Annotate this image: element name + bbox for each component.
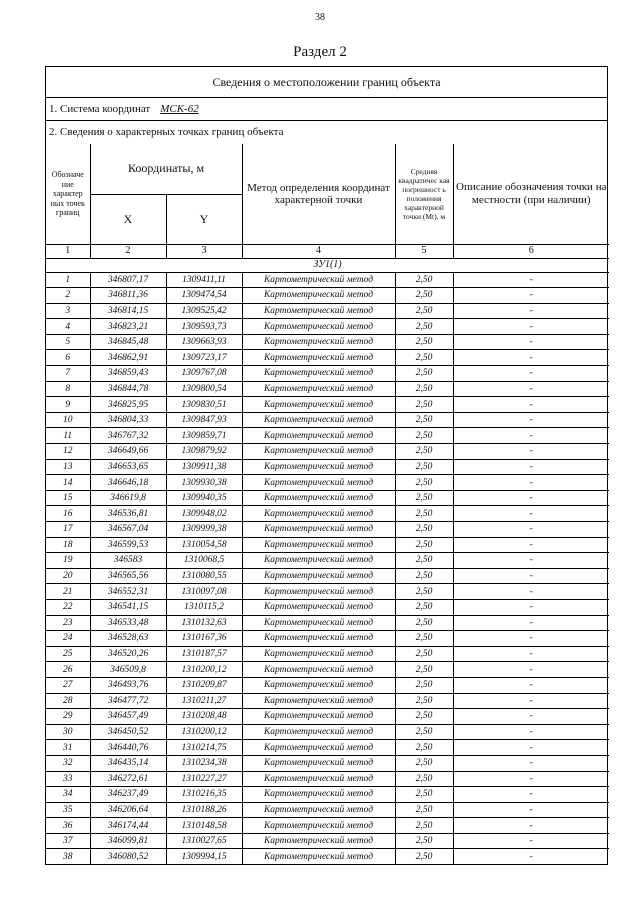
cell-accuracy: 2,50	[395, 693, 453, 709]
cell-accuracy: 2,50	[395, 288, 453, 304]
cell-x: 346457,49	[90, 709, 166, 725]
cell-method: Картометрический метод	[242, 350, 395, 366]
table-row	[46, 506, 609, 522]
cell-y: 1310115,2	[166, 599, 242, 615]
table-row	[46, 319, 609, 335]
cell-point-number: 18	[46, 537, 90, 553]
cell-x: 346804,33	[90, 412, 166, 428]
cell-description: -	[453, 334, 609, 350]
cell-y: 1310214,75	[166, 740, 242, 756]
table-row	[46, 662, 609, 678]
cell-accuracy: 2,50	[395, 646, 453, 662]
cell-method: Картометрический метод	[242, 537, 395, 553]
cell-x: 346509,8	[90, 662, 166, 678]
table-row	[46, 787, 609, 803]
cell-x: 346272,61	[90, 771, 166, 787]
cell-y: 1309525,42	[166, 303, 242, 319]
cell-y: 1309411,11	[166, 272, 242, 288]
cell-accuracy: 2,50	[395, 553, 453, 569]
cell-point-number: 19	[46, 553, 90, 569]
cell-point-number: 9	[46, 397, 90, 413]
cell-point-number: 26	[46, 662, 90, 678]
cell-description: -	[453, 677, 609, 693]
table-row	[46, 599, 609, 615]
points-table	[46, 144, 609, 864]
cell-point-number: 20	[46, 568, 90, 584]
table-row	[46, 459, 609, 475]
cell-description: -	[453, 412, 609, 428]
cell-description: -	[453, 522, 609, 538]
cell-description: -	[453, 397, 609, 413]
cell-description: -	[453, 599, 609, 615]
table-row	[46, 849, 609, 864]
cell-point-number: 14	[46, 475, 90, 491]
cell-method: Картометрический метод	[242, 444, 395, 460]
cell-x: 346567,04	[90, 522, 166, 538]
cell-y: 1309994,15	[166, 849, 242, 864]
cell-point-number: 21	[46, 584, 90, 600]
cell-y: 1309800,54	[166, 381, 242, 397]
cell-point-number: 36	[46, 818, 90, 834]
cell-accuracy: 2,50	[395, 397, 453, 413]
cell-accuracy: 2,50	[395, 787, 453, 803]
cell-description: -	[453, 428, 609, 444]
cell-accuracy: 2,50	[395, 740, 453, 756]
cell-point-number: 29	[46, 709, 90, 725]
cell-x: 346845,48	[90, 334, 166, 350]
group-label: ЗУ1(1)	[46, 258, 609, 272]
cell-accuracy: 2,50	[395, 366, 453, 382]
cell-accuracy: 2,50	[395, 755, 453, 771]
table-row	[46, 397, 609, 413]
points-heading: 2. Сведения о характерных точках границ объекта	[49, 126, 284, 138]
table-title: Сведения о местоположении границ объекта	[46, 67, 607, 98]
cell-accuracy: 2,50	[395, 599, 453, 615]
cell-y: 1309830,51	[166, 397, 242, 413]
table-row	[46, 444, 609, 460]
cell-point-number: 37	[46, 833, 90, 849]
cell-y: 1309948,02	[166, 506, 242, 522]
cell-x: 346440,76	[90, 740, 166, 756]
table-row	[46, 553, 609, 569]
table-row	[46, 522, 609, 538]
cell-x: 346533,48	[90, 615, 166, 631]
cell-y: 1309879,92	[166, 444, 242, 460]
table-row	[46, 631, 609, 647]
cell-x: 346599,53	[90, 537, 166, 553]
cell-point-number: 10	[46, 412, 90, 428]
cell-point-number: 38	[46, 849, 90, 864]
cell-x: 346844,78	[90, 381, 166, 397]
cell-description: -	[453, 833, 609, 849]
cell-description: -	[453, 818, 609, 834]
cell-x: 346541,15	[90, 599, 166, 615]
cell-method: Картометрический метод	[242, 490, 395, 506]
table-row	[46, 490, 609, 506]
table-row	[46, 568, 609, 584]
cell-method: Картометрический метод	[242, 381, 395, 397]
cell-description: -	[453, 709, 609, 725]
column-number: 4	[242, 244, 395, 258]
cell-x: 346814,15	[90, 303, 166, 319]
header-point-id: Обозначе ние характер ных точек границ	[46, 144, 90, 244]
table-row	[46, 366, 609, 382]
table-row	[46, 584, 609, 600]
cell-y: 1310187,57	[166, 646, 242, 662]
table-row	[46, 381, 609, 397]
cell-description: -	[453, 662, 609, 678]
cell-method: Картометрический метод	[242, 599, 395, 615]
cell-accuracy: 2,50	[395, 334, 453, 350]
cell-point-number: 2	[46, 288, 90, 304]
cell-method: Картометрический метод	[242, 631, 395, 647]
cell-description: -	[453, 553, 609, 569]
cell-method: Картометрический метод	[242, 553, 395, 569]
cell-method: Картометрический метод	[242, 319, 395, 335]
cell-method: Картометрический метод	[242, 475, 395, 491]
cell-x: 346237,49	[90, 787, 166, 803]
cell-x: 346653,65	[90, 459, 166, 475]
table-row	[46, 615, 609, 631]
cell-method: Картометрический метод	[242, 802, 395, 818]
cell-x: 346583	[90, 553, 166, 569]
cell-method: Картометрический метод	[242, 459, 395, 475]
cell-accuracy: 2,50	[395, 802, 453, 818]
cell-point-number: 6	[46, 350, 90, 366]
cell-description: -	[453, 568, 609, 584]
header-x: X	[90, 194, 166, 244]
cell-description: -	[453, 693, 609, 709]
cell-y: 1310080,55	[166, 568, 242, 584]
table-row	[46, 693, 609, 709]
cell-description: -	[453, 459, 609, 475]
coord-system-row	[46, 98, 607, 121]
cell-y: 1309663,93	[166, 334, 242, 350]
cell-y: 1310200,12	[166, 724, 242, 740]
cell-accuracy: 2,50	[395, 522, 453, 538]
cell-y: 1309999,38	[166, 522, 242, 538]
cell-y: 1310211,27	[166, 693, 242, 709]
cell-description: -	[453, 802, 609, 818]
cell-y: 1309593,73	[166, 319, 242, 335]
cell-method: Картометрический метод	[242, 646, 395, 662]
cell-method: Картометрический метод	[242, 709, 395, 725]
header-method: Метод определения координат характерной точки	[242, 144, 395, 244]
cell-accuracy: 2,50	[395, 272, 453, 288]
cell-x: 346619,8	[90, 490, 166, 506]
cell-point-number: 32	[46, 755, 90, 771]
table-row	[46, 646, 609, 662]
cell-x: 346099,81	[90, 833, 166, 849]
table-row	[46, 272, 609, 288]
cell-method: Картометрический метод	[242, 288, 395, 304]
cell-point-number: 31	[46, 740, 90, 756]
cell-description: -	[453, 350, 609, 366]
cell-y: 1310068,5	[166, 553, 242, 569]
cell-accuracy: 2,50	[395, 303, 453, 319]
header-y: Y	[166, 194, 242, 244]
header-coordinates: Координаты, м	[90, 144, 242, 194]
cell-accuracy: 2,50	[395, 833, 453, 849]
cell-description: -	[453, 475, 609, 491]
cell-y: 1309474,54	[166, 288, 242, 304]
cell-x: 346080,52	[90, 849, 166, 864]
cell-point-number: 28	[46, 693, 90, 709]
cell-description: -	[453, 787, 609, 803]
coord-system-value: МСК-62	[160, 103, 199, 115]
table-row	[46, 740, 609, 756]
cell-description: -	[453, 303, 609, 319]
cell-y: 1309767,08	[166, 366, 242, 382]
cell-x: 346435,14	[90, 755, 166, 771]
cell-method: Картометрический метод	[242, 787, 395, 803]
cell-point-number: 4	[46, 319, 90, 335]
cell-y: 1310148,58	[166, 818, 242, 834]
table-row	[46, 537, 609, 553]
table-row	[46, 709, 609, 725]
page-number: 38	[315, 12, 325, 23]
cell-x: 346649,66	[90, 444, 166, 460]
table-row	[46, 412, 609, 428]
cell-method: Картометрический метод	[242, 506, 395, 522]
cell-y: 1309940,35	[166, 490, 242, 506]
coord-system-label: 1. Система координат	[49, 103, 151, 115]
cell-y: 1310027,65	[166, 833, 242, 849]
cell-description: -	[453, 288, 609, 304]
table-row	[46, 428, 609, 444]
cell-accuracy: 2,50	[395, 537, 453, 553]
cell-description: -	[453, 366, 609, 382]
cell-point-number: 33	[46, 771, 90, 787]
cell-x: 346450,52	[90, 724, 166, 740]
cell-method: Картометрический метод	[242, 366, 395, 382]
boundaries-table-frame	[45, 66, 608, 865]
cell-y: 1310097,08	[166, 584, 242, 600]
cell-x: 346493,76	[90, 677, 166, 693]
cell-point-number: 11	[46, 428, 90, 444]
cell-method: Картометрический метод	[242, 662, 395, 678]
section-title: Раздел 2	[293, 44, 347, 60]
table-row	[46, 755, 609, 771]
cell-point-number: 3	[46, 303, 90, 319]
cell-description: -	[453, 771, 609, 787]
cell-description: -	[453, 740, 609, 756]
cell-x: 346823,21	[90, 319, 166, 335]
cell-y: 1309930,38	[166, 475, 242, 491]
points-table-body	[46, 272, 609, 864]
table-row	[46, 724, 609, 740]
cell-accuracy: 2,50	[395, 849, 453, 864]
table-row	[46, 677, 609, 693]
cell-method: Картометрический метод	[242, 615, 395, 631]
cell-method: Картометрический метод	[242, 568, 395, 584]
cell-accuracy: 2,50	[395, 381, 453, 397]
cell-y: 1310227,27	[166, 771, 242, 787]
cell-accuracy: 2,50	[395, 631, 453, 647]
header-description: Описание обозначения точки на местности (при наличии)	[453, 144, 609, 244]
cell-y: 1309911,38	[166, 459, 242, 475]
cell-method: Картометрический метод	[242, 428, 395, 444]
column-number: 5	[395, 244, 453, 258]
cell-point-number: 1	[46, 272, 90, 288]
cell-method: Картометрический метод	[242, 272, 395, 288]
cell-description: -	[453, 849, 609, 864]
cell-x: 346552,31	[90, 584, 166, 600]
cell-point-number: 8	[46, 381, 90, 397]
cell-point-number: 16	[46, 506, 90, 522]
column-number: 6	[453, 244, 609, 258]
cell-point-number: 12	[46, 444, 90, 460]
cell-method: Картометрический метод	[242, 303, 395, 319]
cell-point-number: 27	[46, 677, 90, 693]
cell-y: 1310132,63	[166, 615, 242, 631]
cell-point-number: 23	[46, 615, 90, 631]
cell-point-number: 22	[46, 599, 90, 615]
cell-accuracy: 2,50	[395, 412, 453, 428]
cell-point-number: 13	[46, 459, 90, 475]
cell-accuracy: 2,50	[395, 709, 453, 725]
table-row	[46, 350, 609, 366]
cell-method: Картометрический метод	[242, 412, 395, 428]
cell-accuracy: 2,50	[395, 350, 453, 366]
table-row	[46, 818, 609, 834]
cell-method: Картометрический метод	[242, 771, 395, 787]
cell-y: 1310188,26	[166, 802, 242, 818]
cell-accuracy: 2,50	[395, 319, 453, 335]
cell-point-number: 17	[46, 522, 90, 538]
cell-method: Картометрический метод	[242, 397, 395, 413]
cell-description: -	[453, 537, 609, 553]
cell-y: 1310208,48	[166, 709, 242, 725]
cell-description: -	[453, 444, 609, 460]
cell-y: 1310054,58	[166, 537, 242, 553]
cell-point-number: 30	[46, 724, 90, 740]
cell-point-number: 7	[46, 366, 90, 382]
cell-description: -	[453, 755, 609, 771]
cell-description: -	[453, 490, 609, 506]
cell-accuracy: 2,50	[395, 475, 453, 491]
table-row	[46, 833, 609, 849]
cell-accuracy: 2,50	[395, 724, 453, 740]
cell-y: 1310216,35	[166, 787, 242, 803]
cell-method: Картометрический метод	[242, 334, 395, 350]
cell-method: Картометрический метод	[242, 522, 395, 538]
cell-accuracy: 2,50	[395, 818, 453, 834]
cell-x: 346767,32	[90, 428, 166, 444]
cell-accuracy: 2,50	[395, 490, 453, 506]
cell-point-number: 5	[46, 334, 90, 350]
cell-x: 346859,43	[90, 366, 166, 382]
cell-accuracy: 2,50	[395, 459, 453, 475]
table-row	[46, 303, 609, 319]
cell-description: -	[453, 615, 609, 631]
cell-x: 346206,64	[90, 802, 166, 818]
cell-y: 1310167,36	[166, 631, 242, 647]
cell-accuracy: 2,50	[395, 662, 453, 678]
cell-x: 346174,44	[90, 818, 166, 834]
cell-accuracy: 2,50	[395, 506, 453, 522]
column-number: 2	[90, 244, 166, 258]
cell-y: 1310234,38	[166, 755, 242, 771]
cell-accuracy: 2,50	[395, 771, 453, 787]
cell-method: Картометрический метод	[242, 693, 395, 709]
cell-y: 1310200,12	[166, 662, 242, 678]
cell-method: Картометрический метод	[242, 818, 395, 834]
cell-y: 1309847,93	[166, 412, 242, 428]
cell-point-number: 25	[46, 646, 90, 662]
cell-x: 346520,26	[90, 646, 166, 662]
cell-description: -	[453, 631, 609, 647]
cell-accuracy: 2,50	[395, 444, 453, 460]
column-number: 1	[46, 244, 90, 258]
cell-method: Картометрический метод	[242, 740, 395, 756]
cell-method: Картометрический метод	[242, 584, 395, 600]
cell-point-number: 34	[46, 787, 90, 803]
cell-description: -	[453, 584, 609, 600]
cell-accuracy: 2,50	[395, 615, 453, 631]
table-row	[46, 475, 609, 491]
cell-x: 346565,56	[90, 568, 166, 584]
cell-description: -	[453, 319, 609, 335]
header-accuracy: Средняя квадратичес кая погрешност ь положения характерной точки (Mt), м	[395, 144, 453, 244]
cell-method: Картометрический метод	[242, 849, 395, 864]
cell-method: Картометрический метод	[242, 755, 395, 771]
cell-y: 1310209,87	[166, 677, 242, 693]
cell-x: 346536,81	[90, 506, 166, 522]
cell-description: -	[453, 272, 609, 288]
column-number: 3	[166, 244, 242, 258]
table-row	[46, 771, 609, 787]
cell-description: -	[453, 646, 609, 662]
cell-method: Картометрический метод	[242, 677, 395, 693]
cell-method: Картометрический метод	[242, 724, 395, 740]
cell-x: 346646,18	[90, 475, 166, 491]
cell-accuracy: 2,50	[395, 677, 453, 693]
table-row	[46, 334, 609, 350]
cell-point-number: 15	[46, 490, 90, 506]
cell-point-number: 35	[46, 802, 90, 818]
cell-description: -	[453, 381, 609, 397]
cell-method: Картометрический метод	[242, 833, 395, 849]
table-row	[46, 802, 609, 818]
cell-x: 346811,36	[90, 288, 166, 304]
cell-description: -	[453, 506, 609, 522]
cell-x: 346477,72	[90, 693, 166, 709]
table-row	[46, 288, 609, 304]
cell-x: 346528,63	[90, 631, 166, 647]
cell-description: -	[453, 724, 609, 740]
cell-accuracy: 2,50	[395, 568, 453, 584]
cell-x: 346825,95	[90, 397, 166, 413]
cell-x: 346862,91	[90, 350, 166, 366]
cell-y: 1309859,71	[166, 428, 242, 444]
cell-x: 346807,17	[90, 272, 166, 288]
cell-accuracy: 2,50	[395, 428, 453, 444]
cell-y: 1309723,17	[166, 350, 242, 366]
cell-point-number: 24	[46, 631, 90, 647]
cell-accuracy: 2,50	[395, 584, 453, 600]
